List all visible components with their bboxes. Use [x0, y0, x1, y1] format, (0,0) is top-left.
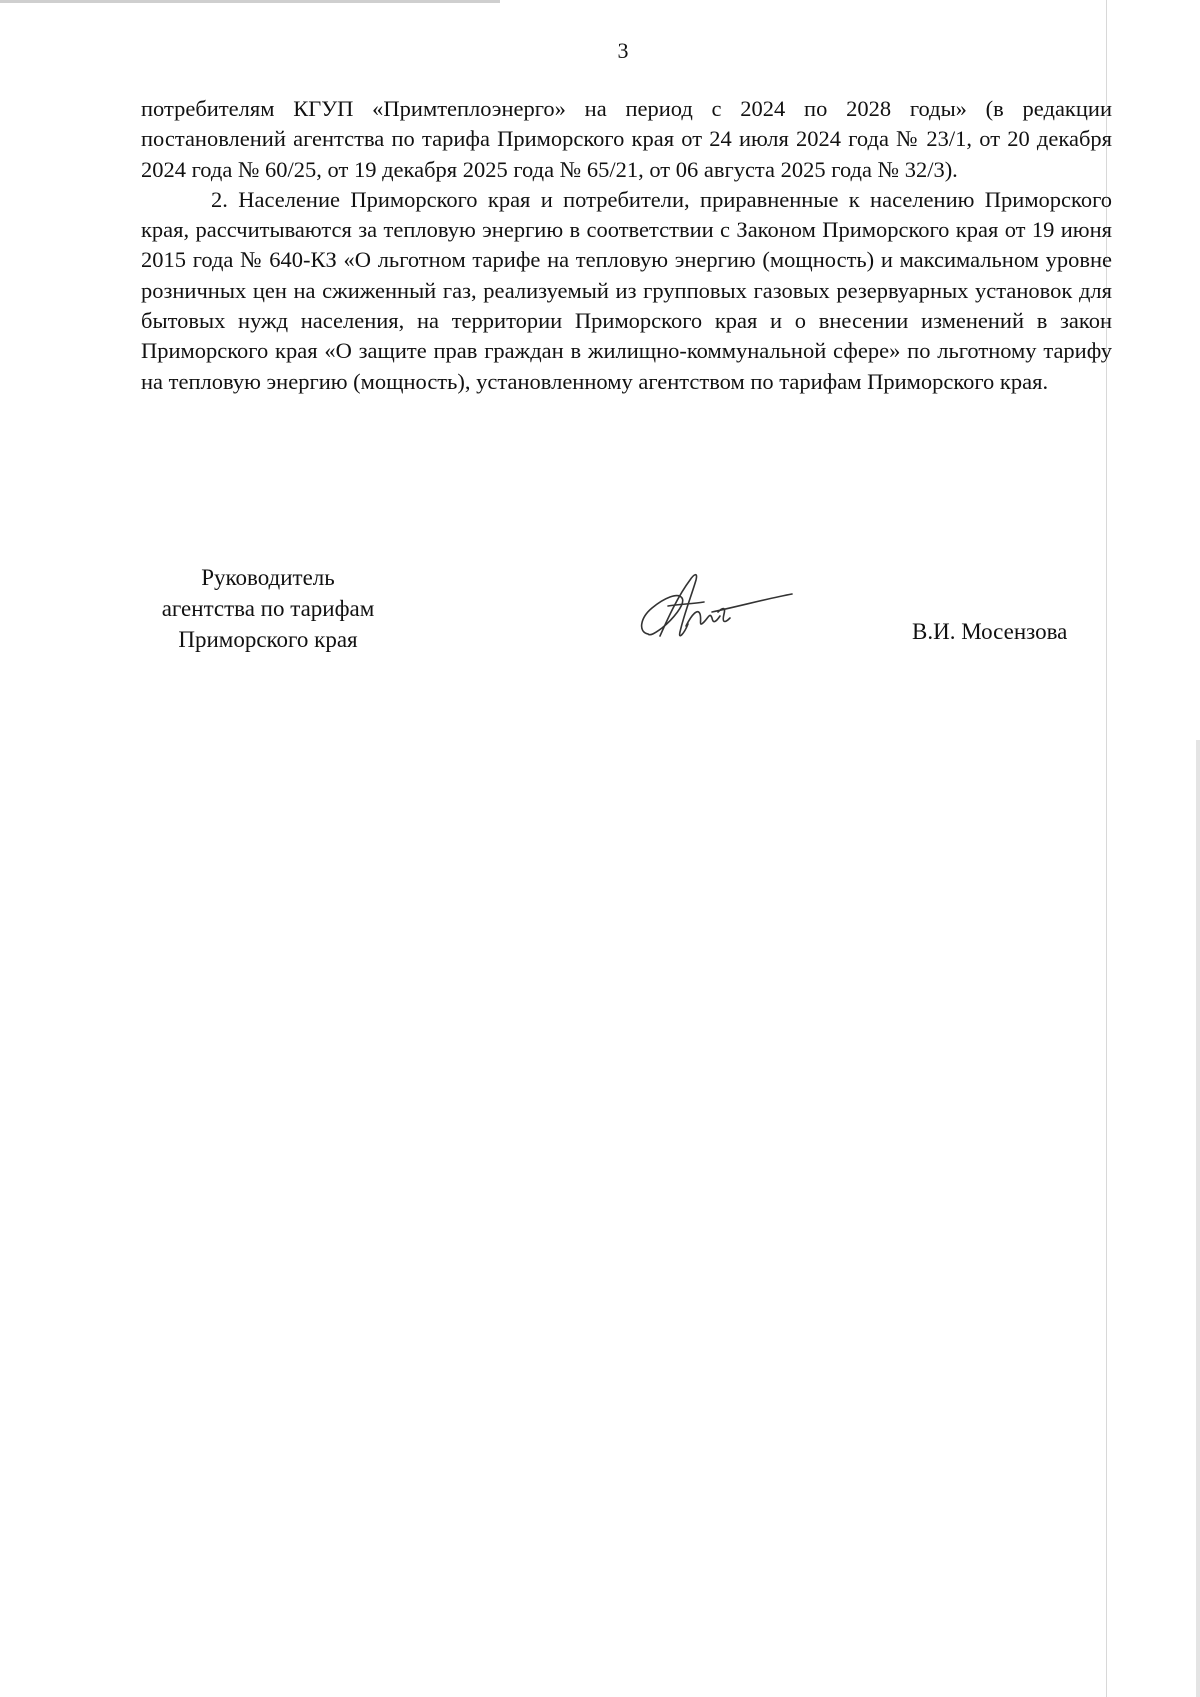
scan-edge-shadow [1196, 740, 1200, 1697]
signatory-title-line: Руководитель [201, 565, 335, 590]
signatory-title-line: Приморского края [178, 627, 358, 652]
scan-edge-top [0, 0, 500, 3]
signatory-title-line: агентства по тарифам [161, 596, 375, 621]
signatory-title [130, 562, 406, 655]
page-number: 3 [617, 38, 629, 63]
paragraph-continuation: потребителям КГУП «Примтеплоэнерго» на период с 2024 по 2028 годы» (в редакции постановлений агентства по тарифа Приморского края от 24 июля 2024 года № 23/1, от 20 декабря 2024 года № 60/25, от 19 декабря 2025 года № 65/21, от 06 августа 2025 года № 32/3). [141, 96, 1112, 182]
document-body [141, 94, 1112, 397]
paragraph-item-2: 2. Население Приморского края и потребители, приравненные к населению Приморского края, рассчитываются за тепловую энергию в соответствии с Законом Приморского края от 19 июня 2015 года № 640-КЗ «О льготном тарифе на тепловую энергию (мощность) и максимальном уровне розничных цен на сжиженный газ, реализуемый из групповых газовых резервуарных установок для бытовых нужд населения, на территории Приморского края и о внесении изменений в закон Приморского края «О защите прав граждан в жилищно-коммунальной сфере» по льготному тарифу на тепловую энергию (мощность), установленному агентством по тарифам Приморского края. [141, 186, 1112, 394]
handwritten-signature [620, 562, 800, 652]
signatory-name: В.И. Мосензова [912, 619, 1068, 644]
